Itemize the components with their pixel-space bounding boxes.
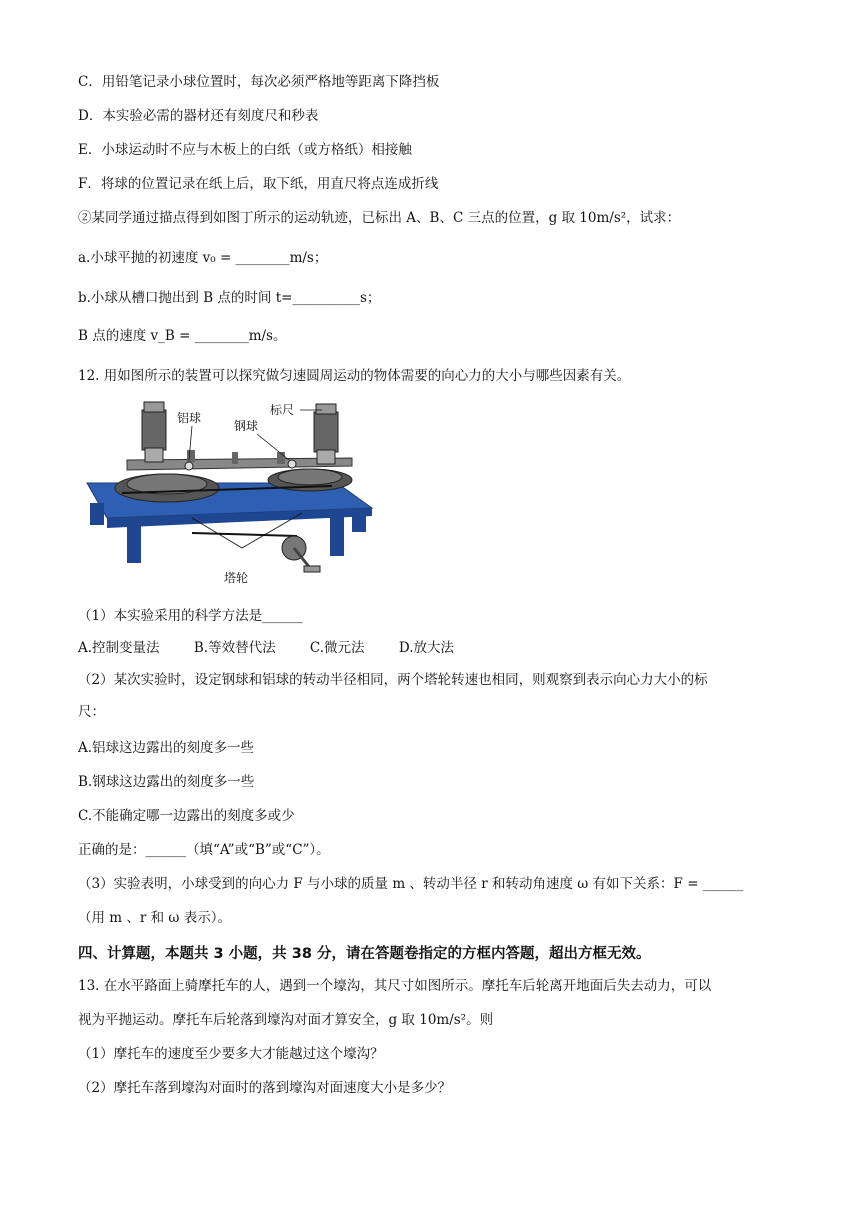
label-aluminium-ball: 铝球 bbox=[177, 411, 202, 425]
section-4-heading: 四、计算题，本题共 3 小题，共 38 分，请在答题卷指定的方框内答题，超出方框无效。 bbox=[78, 946, 651, 962]
problem-13-question-1: （1）摩托车的速度至少要多大才能越过这个壕沟？ bbox=[78, 1046, 384, 1062]
line-option-f: F．将球的位置记录在纸上后，取下纸，用直尺将点连成折线 bbox=[78, 176, 439, 192]
line-option-d: D．本实验必需的器材还有刻度尺和秒表 bbox=[78, 108, 319, 124]
sub-question-2-line-2: 尺： bbox=[78, 704, 105, 720]
aluminium-ball bbox=[185, 462, 193, 470]
centripetal-apparatus-figure bbox=[82, 398, 382, 588]
problem-13-line-2: 视为平抛运动。摩托车后轮落到壕沟对面才算安全，g 取 10m/s²。则 bbox=[78, 1012, 494, 1028]
steel-ball bbox=[288, 460, 296, 468]
line-velocity-b: B 点的速度 v_B = ________m/s。 bbox=[78, 328, 287, 344]
line-option-c: C．用铅笔记录小球位置时，每次必须严格地等距离下降挡板 bbox=[78, 74, 440, 90]
line-initial-velocity: a.小球平抛的初速度 v₀ = ________m/s； bbox=[78, 250, 328, 266]
problem-13-line-1: 13. 在水平路面上骑摩托车的人，遇到一个壕沟，其尺寸如图所示。摩托车后轮离开地面后失去动力，可以 bbox=[78, 978, 712, 994]
label-tower-wheel: 塔轮 bbox=[224, 571, 249, 585]
sub-question-1: （1）本实验采用的科学方法是______ bbox=[78, 608, 303, 624]
label-scale: 标尺 bbox=[270, 403, 295, 417]
line-question-2: ②某同学通过描点得到如图丁所示的运动轨迹，已标出 A、B、C 三点的位置，g 取 10m/s²，试求： bbox=[78, 210, 681, 226]
sub-question-3-line-1: （3）实验表明，小球受到的向心力 F 与小球的质量 m 、转动半径 r 和转动角速度 ω 有如下关系：F = ______ bbox=[78, 876, 744, 892]
label-steel-ball: 钢球 bbox=[234, 419, 259, 433]
line-option-e: E．小球运动时不应与木板上的白纸（或方格纸）相接触 bbox=[78, 142, 412, 158]
option-c: C.不能确定哪一边露出的刻度多或少 bbox=[78, 808, 295, 824]
line-time-to-b: b.小球从槽口抛出到 B 点的时间 t=__________s； bbox=[78, 290, 381, 306]
option-b: B.钢球这边露出的刻度多一些 bbox=[78, 774, 255, 790]
answer-line: 正确的是：______（填“A”或“B”或“C”）。 bbox=[78, 842, 330, 858]
sub-question-1-options: A.控制变量法 B.等效替代法 C.微元法 D.放大法 bbox=[78, 640, 455, 656]
problem-12-stem: 12. 用如图所示的装置可以探究做匀速圆周运动的物体需要的向心力的大小与哪些因素有关。 bbox=[78, 368, 631, 384]
sub-question-3-line-2: （用 m 、r 和 ω 表示）。 bbox=[78, 910, 231, 926]
sub-question-2-line-1: （2）某次实验时，设定钢球和铝球的转动半径相同，两个塔轮转速也相同，则观察到表示向心力大小的标 bbox=[78, 672, 708, 688]
problem-13-question-2: （2）摩托车落到壕沟对面时的落到壕沟对面速度大小是多少？ bbox=[78, 1080, 452, 1096]
option-a: A.铝球这边露出的刻度多一些 bbox=[78, 740, 255, 756]
